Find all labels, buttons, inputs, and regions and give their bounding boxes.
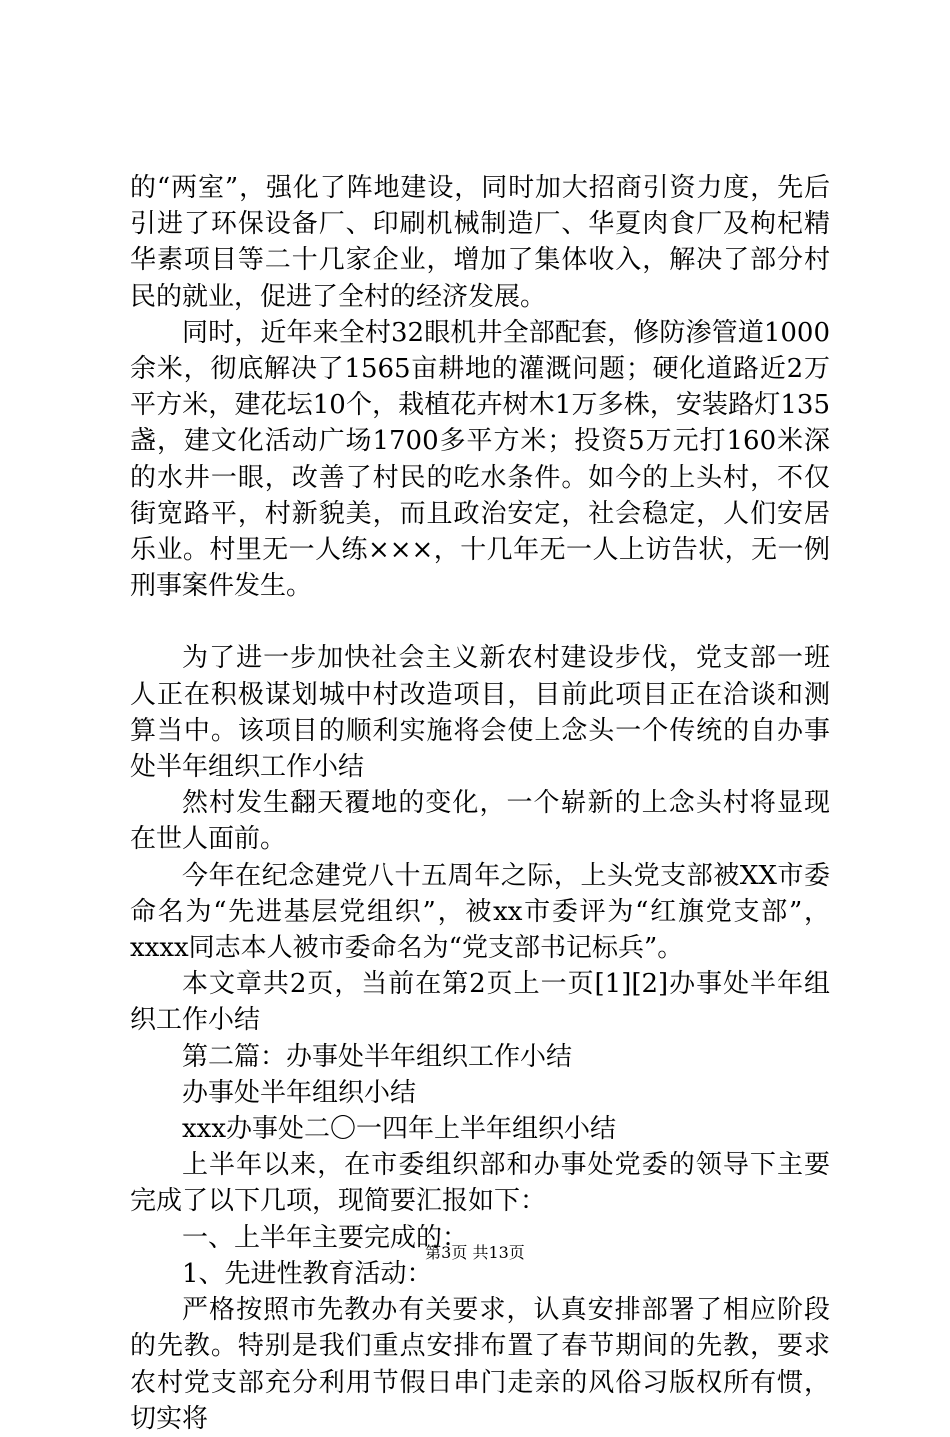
paragraph: 今年在纪念建党八十五周年之际，上头党支部被XX市委命名为“先进基层党组织”，被xx市委评为“红旗党支部”，xxxx同志本人被市委命名为“党支部书记标兵”。	[130, 860, 830, 964]
section-heading: 第二篇：办事处半年组织工作小结	[182, 1041, 573, 1072]
paragraph: 严格按照市先教办有关要求，认真安排部署了相应阶段的先教。特别是我们重点安排布置了春节期间的先教，要求农村党支部充分利用节假日串门走亲的风俗习版权所有惯，切实将	[130, 1295, 830, 1434]
paragraph: 然村发生翻天覆地的变化，一个崭新的上念头村将显现在世人面前。	[130, 788, 830, 855]
paragraph-continuation: 的“两室”，强化了阵地建设，同时加大招商引资力度，先后引进了环保设备厂、印刷机械制造厂、华夏肉食厂及枸杞精华素项目等二十几家企业，增加了集体收入，解决了部分村民的就业，促进了全村的经济发展。	[130, 173, 830, 312]
page-number-footer: 第3页 共13页	[425, 1243, 525, 1262]
subheading: xxx办事处二〇一四年上半年组织小结	[182, 1114, 616, 1145]
list-heading: 一、上半年主要完成的：	[182, 1222, 469, 1253]
paragraph: 本文章共2页，当前在第2页上一页[1][2]办事处半年组织工作小结	[130, 969, 830, 1036]
paragraph: 为了进一步加快社会主义新农村建设步伐，党支部一班人正在积极谋划城中村改造项目，目前此项目正在洽谈和测算当中。该项目的顺利实施将会使上念头一个传统的自办事处半年组织工作小结	[130, 643, 830, 783]
subheading: 办事处半年组织小结	[182, 1077, 417, 1108]
paragraph: 上半年以来，在市委组织部和办事处党委的领导下主要完成了以下几项，现简要汇报如下：	[130, 1150, 830, 1217]
paragraph: 同时，近年来全村32眼机井全部配套，修防渗管道1000余米，彻底解决了1565亩耕地的灌溉问题；硬化道路近2万平方米，建花坛10个，栽植花卉树木1万多株，安装路灯135盏，建文化活动广场1700多平方米；投资5万元打160米深的水井一眼，改善了村民的吃水条件。如今的上头村，不仅街宽路平，村新貌美，而且政治安定，社会稳定，人们安居乐业。村里无一人练×××，十几年无一人上访告状，无一例刑事案件发生。	[130, 317, 830, 602]
list-item-heading: 1、先进性教育活动：	[182, 1258, 433, 1289]
